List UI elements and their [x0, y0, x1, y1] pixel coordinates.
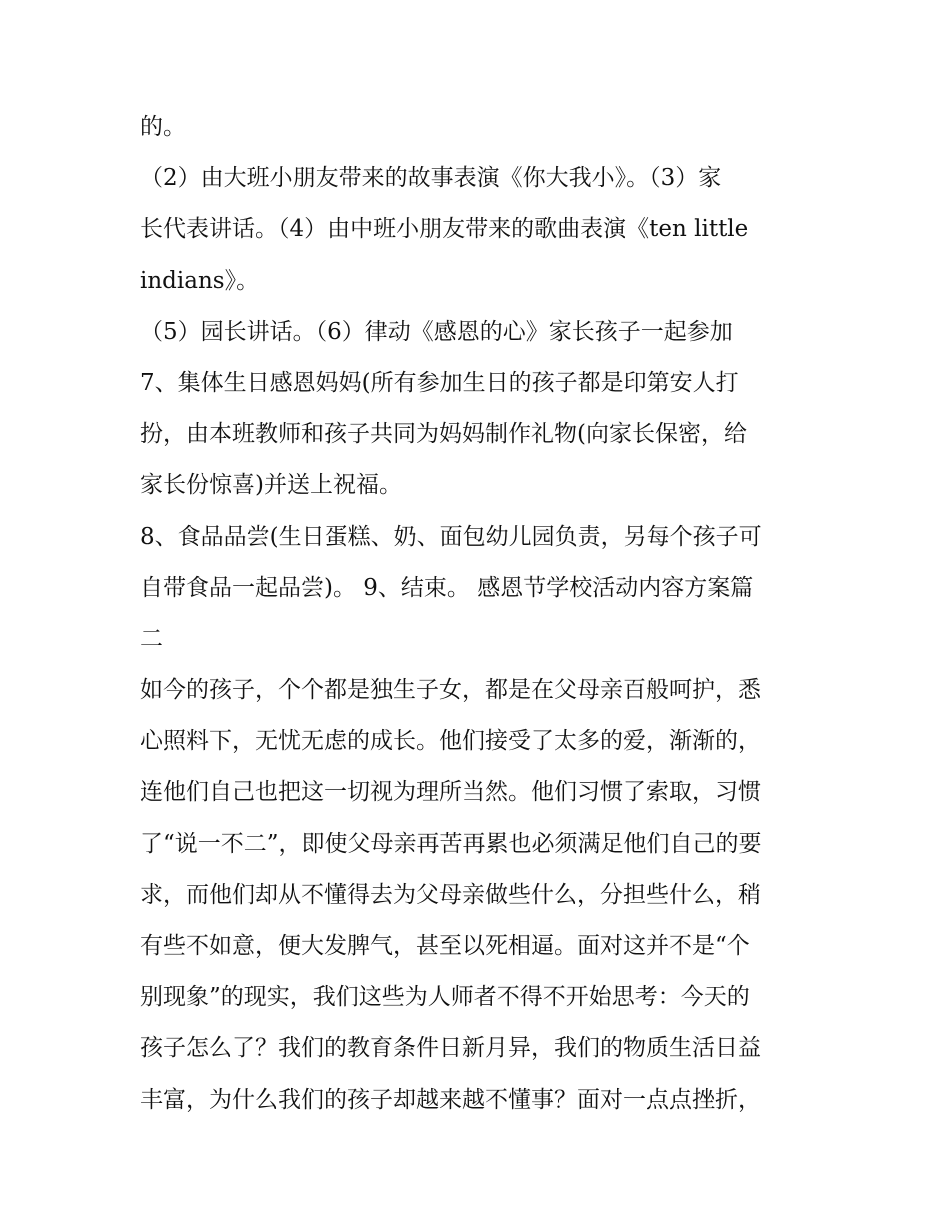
text-line: 求，而他们却从不懂得去为父母亲做些什么，分担些什么，稍	[140, 881, 761, 908]
text-line: 了“说一不二”，即使父母亲再苦再累也必须满足他们自己的要	[140, 830, 762, 857]
text-line: 有些不如意，便大发脾气，甚至以死相逼。面对这并不是“个	[140, 933, 750, 959]
text-line: 扮，由本班教师和孩子共同为妈妈制作礼物(向家长保密，给	[140, 421, 747, 448]
text-line: 别现象”的现实，我们这些为人师者不得不开始思考：今天的	[140, 984, 750, 1011]
text-line: 7、集体生日感恩妈妈(所有参加生日的孩子都是印第安人打	[140, 369, 739, 396]
text-line: 丰富，为什么我们的孩子却越来越不懂事？面对一点点挫折，	[140, 1086, 761, 1113]
text-line: （2）由大班小朋友带来的故事表演《你大我小》。（3）家	[140, 165, 722, 192]
text-line: 长代表讲话。（4）由中班小朋友带来的歌曲表演《ten little	[140, 216, 749, 243]
text-line: 自带食品一起品尝)。 9、结束。 感恩节学校活动内容方案篇	[140, 574, 754, 601]
text-line: 孩子怎么了？我们的教育条件日新月异，我们的物质生活日益	[140, 1035, 761, 1062]
text-line: 二	[140, 625, 163, 652]
text-line: 心照料下，无忧无虑的成长。他们接受了太多的爱，渐渐的，	[140, 728, 761, 755]
text-line: （5）园长讲话。（6）律动《感恩的心》家长孩子一起参加	[140, 318, 733, 345]
text-line: 如今的孩子，个个都是独生子女，都是在父母亲百般呵护，悉	[140, 677, 761, 704]
text-line: indians》。	[140, 267, 260, 294]
text-line: 8、食品品尝(生日蛋糕、奶、面包幼儿园负责，另每个孩子可	[140, 523, 762, 550]
text-line: 连他们自己也把这一切视为理所当然。他们习惯了索取，习惯	[140, 779, 761, 806]
text-line: 的。	[140, 114, 186, 140]
text-line: 家长份惊喜)并送上祝福。	[140, 472, 402, 499]
document-body	[140, 102, 820, 1126]
